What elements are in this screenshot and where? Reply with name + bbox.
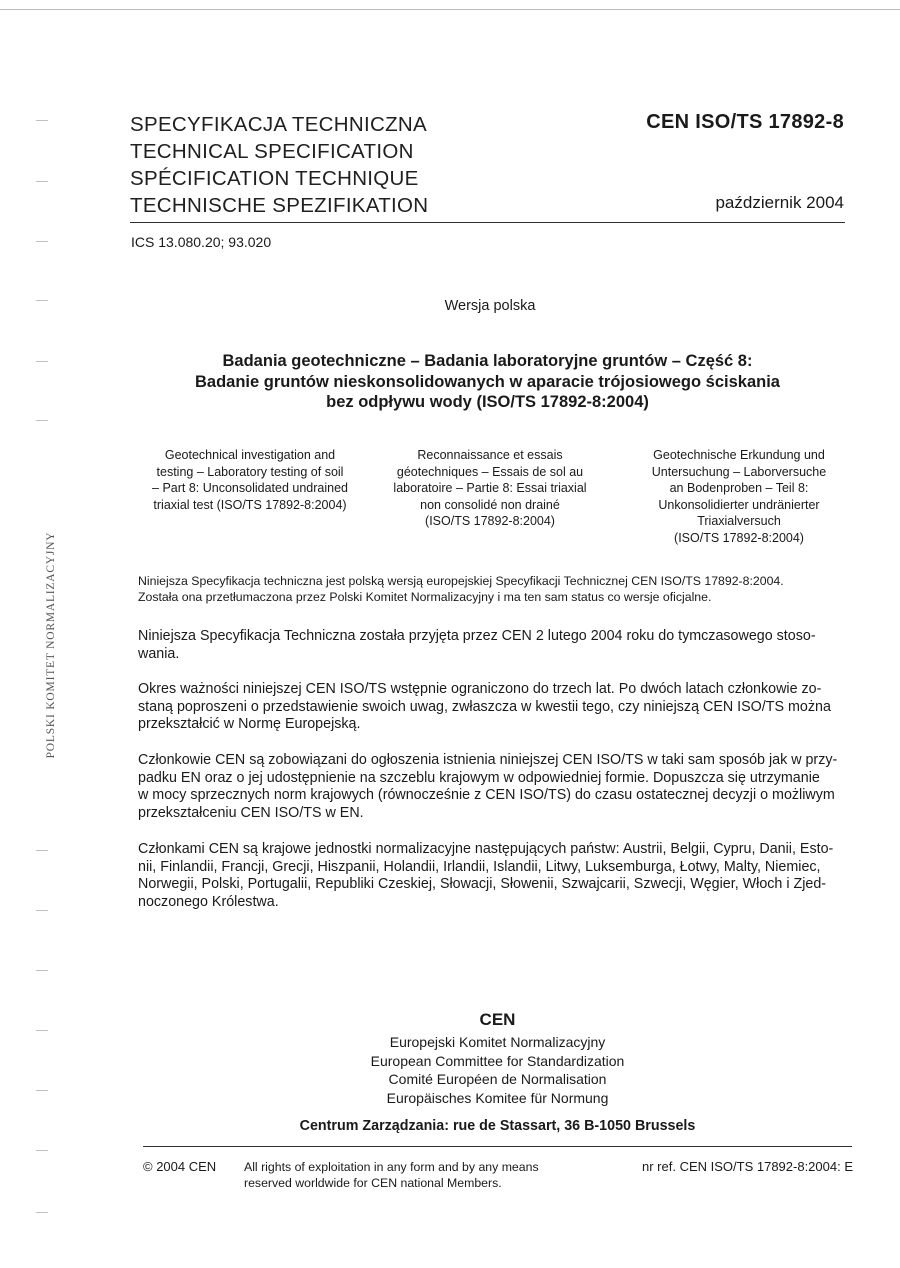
- side-stamp-watermark: POLSKI KOMITET NORMALIZACYJNY: [45, 531, 57, 759]
- translation-line: Untersuchung – Laborversuche: [651, 464, 827, 479]
- paragraph-line: wania.: [138, 645, 180, 662]
- margin-mark: [36, 1030, 48, 1031]
- translation-line: non consolidé non drainé: [420, 497, 560, 512]
- paragraph-line: staną poproszeni o przedstawienie swoich uwag, zwłaszcza w kwestii tego, czy niniejszą CEN ISO/TS można: [138, 698, 831, 715]
- organization-name-english: European Committee for Standardization: [370, 1052, 625, 1069]
- specification-titles: [130, 111, 428, 219]
- paragraph-line: noczonego Królestwa.: [138, 893, 279, 910]
- translation-line: laboratoire – Partie 8: Essai triaxial: [393, 481, 587, 495]
- standard-number: CEN ISO/TS 17892-8: [646, 111, 844, 133]
- margin-mark: [36, 120, 48, 121]
- translation-line: Geotechnische Erkundung und: [653, 448, 825, 462]
- margin-mark: [36, 850, 48, 851]
- margin-mark: [36, 910, 48, 911]
- translation-line: géotechniques – Essais de sol au: [396, 464, 584, 479]
- spec-title-polish: SPECYFIKACJA TECHNICZNA: [130, 113, 427, 136]
- paragraph-translation-notice: [138, 574, 850, 605]
- organization-name-german: Europäisches Komitee für Normung: [386, 1089, 609, 1106]
- translation-line: Geotechnical investigation and: [164, 448, 336, 462]
- paragraph-line: w mocy sprzecznych norm krajowych (równocześnie z CEN ISO/TS) do czasu ostatecznej decyzji o możliwym: [138, 787, 835, 803]
- rights-line: reserved worldwide for CEN national Members.: [244, 1176, 502, 1190]
- translation-line: Unkonsolidierter undränierter: [658, 497, 820, 512]
- publication-date: październik 2004: [715, 193, 844, 212]
- spec-title-french: SPÉCIFICATION TECHNIQUE: [130, 167, 419, 190]
- rights-notice: [244, 1159, 539, 1191]
- title-line: bez odpływu wody (ISO/TS 17892-8:2004): [326, 393, 649, 411]
- ics-code: ICS 13.080.20; 93.020: [131, 234, 272, 250]
- paragraph-line: przekształceniu CEN ISO/TS w EN.: [138, 804, 364, 821]
- translation-line: Reconnaissance et essais: [417, 448, 563, 462]
- paragraph-line: Norwegii, Polski, Portugalii, Republiki Czeskiej, Słowacji, Słowenii, Szwajcarii, Szwecji, Węgier, Włoch i Zjed-: [138, 876, 827, 892]
- copyright: © 2004 CEN: [143, 1159, 217, 1174]
- rights-line: All rights of exploitation in any form and by any means: [244, 1160, 539, 1174]
- paragraph-line: przekształcić w Normę Europejską.: [138, 716, 361, 732]
- document-title: [130, 351, 845, 413]
- margin-mark: [36, 1150, 48, 1151]
- margin-mark: [36, 181, 48, 182]
- translation-line: (ISO/TS 17892-8:2004): [674, 530, 804, 545]
- translation-line: testing – Laboratory testing of soil: [156, 464, 344, 479]
- margin-mark: [36, 420, 48, 421]
- paragraph-line: Została ona przetłumaczona przez Polski Komitet Normalizacyjny i ma ten sam status co wersje oficjalne.: [138, 589, 712, 604]
- organization-block: [130, 1009, 865, 1107]
- title-line: Badania geotechniczne – Badania laboratoryjne gruntów – Część 8:: [222, 352, 753, 370]
- organization-acronym: CEN: [479, 1010, 516, 1029]
- header-divider: [130, 222, 845, 223]
- translation-line: an Bodenproben – Teil 8:: [669, 481, 809, 495]
- paragraph-line: Niniejsza Specyfikacja techniczna jest polską wersją europejskiej Specyfikacji Technicznej CEN ISO/TS 17892-8:2004.: [138, 574, 784, 588]
- translation-line: Triaxialversuch: [697, 514, 781, 528]
- paragraph-line: Niniejsza Specyfikacja Techniczna została przyjęta przez CEN 2 lutego 2004 roku do tymczasowego stoso-: [138, 628, 816, 644]
- footer-divider: [143, 1146, 852, 1147]
- paragraph-line: Członkowie CEN są zobowiązani do ogłoszenia istnienia niniejszej CEN ISO/TS w taki sam sposób jak w przy-: [138, 752, 838, 768]
- translation-line: – Part 8: Unconsolidated undrained: [152, 481, 348, 495]
- title-translation-french: [375, 447, 605, 530]
- title-translation-german: [624, 447, 854, 546]
- paragraph-member-obligations: [138, 752, 850, 822]
- spec-title-german: TECHNISCHE SPEZIFIKATION: [130, 194, 429, 217]
- paragraph-line: nii, Finlandii, Francji, Grecji, Hiszpanii, Holandii, Irlandii, Islandii, Litwy, Luksemburga, Łotwy, Malty, Niemiec,: [138, 858, 821, 875]
- top-edge-line: [0, 9, 900, 10]
- margin-mark: [36, 241, 48, 242]
- management-centre-address: Centrum Zarządzania: rue de Stassart, 36 B-1050 Brussels: [299, 1118, 696, 1134]
- translation-line: (ISO/TS 17892-8:2004): [425, 514, 555, 528]
- margin-mark: [36, 1090, 48, 1091]
- paragraph-members-list: [138, 841, 850, 911]
- reference-number: nr ref. CEN ISO/TS 17892-8:2004: E: [642, 1159, 853, 1174]
- organization-name-french: Comité Européen de Normalisation: [388, 1071, 607, 1087]
- translation-line: triaxial test (ISO/TS 17892-8:2004): [153, 497, 347, 512]
- paragraph-approval: [138, 628, 850, 663]
- paragraph-validity: [138, 681, 850, 734]
- margin-mark: [36, 1212, 48, 1213]
- title-line: Badanie gruntów nieskonsolidowanych w aparacie trójosiowego ściskania: [195, 372, 780, 391]
- version-label: Wersja polska: [444, 298, 536, 314]
- paragraph-line: Członkami CEN są krajowe jednostki normalizacyjne następujących państw: Austrii, Belgii, Cypru, Danii, Esto-: [138, 841, 834, 857]
- organization-name-polish: Europejski Komitet Normalizacyjny: [389, 1034, 606, 1050]
- paragraph-line: padku EN oraz o jej udostępnienie na szczeblu krajowym w odpowiedniej formie. Dopuszcza się utrzymanie: [138, 769, 820, 786]
- margin-mark: [36, 361, 48, 362]
- spec-title-english: TECHNICAL SPECIFICATION: [130, 140, 414, 163]
- margin-mark: [36, 970, 48, 971]
- title-translation-english: [135, 447, 365, 513]
- paragraph-line: Okres ważności niniejszej CEN ISO/TS wstępnie ograniczono do trzech lat. Po dwóch latach członkowie zo-: [138, 681, 822, 697]
